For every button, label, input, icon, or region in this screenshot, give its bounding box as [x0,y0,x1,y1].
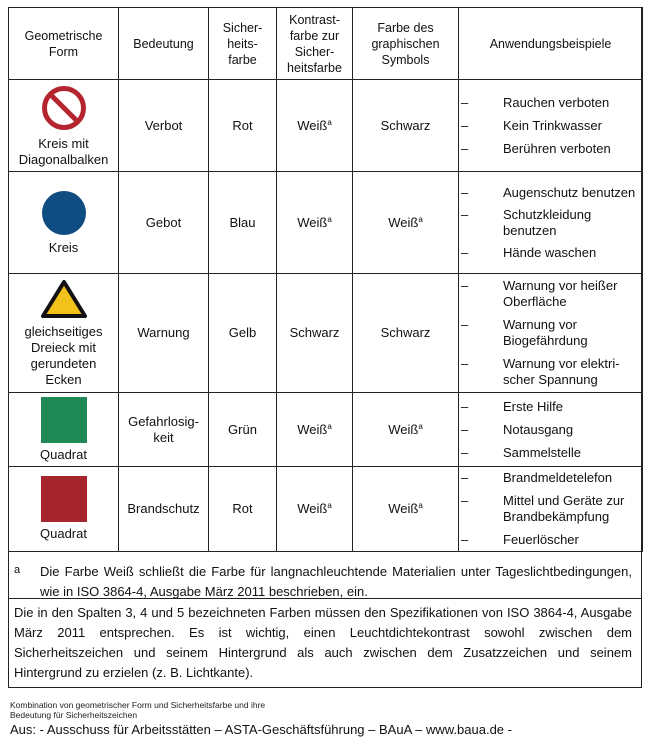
note-divider [8,598,642,599]
footnote-marker: a [327,117,332,127]
list-item: – Feuerlöscher [459,532,636,548]
filled-circle-icon [41,190,87,236]
list-item: – Schutzkleidung benutzen [459,207,636,239]
examples-cell [459,274,643,393]
safety-color-cell: Blau [209,172,277,274]
symbol-color-cell [353,80,459,172]
contrast-color-value: Weiß [297,501,328,516]
symbol-color-value: Schwarz [380,325,431,340]
symbol-color-value: Weiß [388,421,419,437]
caption-line: Kombination von geometrischer Form und Sicherheitsfarbe und ihre [10,700,266,710]
caption-line: Bedeutung für Sicherheitszeichen [10,710,138,720]
safety-color-cell: Rot [209,467,277,552]
form-label: Quadrat [40,526,87,541]
table-row [9,467,643,552]
footnote-marker: a [327,501,332,510]
form-cell [9,80,119,172]
contrast-color-value: Weiß [297,117,328,133]
green-square-icon [41,397,87,443]
prohibition-circle-icon [40,84,88,132]
list-item: – Augenschutz benutzen [459,185,636,201]
meaning-cell: Gefahrlosig-keit [119,393,209,467]
meaning-cell: Brandschutz [119,467,209,552]
footnote-marker: a [418,214,423,224]
meaning-cell: Gebot [119,172,209,274]
contrast-color-value: Weiß [297,214,328,230]
examples-cell [459,172,643,274]
header-safety-color: Sicher-heits-farbe [209,8,277,80]
table-row [9,274,643,393]
table-row [9,172,643,274]
header-row [9,8,643,80]
examples-cell [459,80,643,172]
header-examples: Anwendungsbeispiele [459,8,643,80]
list-item: – Hände waschen [459,245,636,261]
footnote-marker: a [418,421,423,431]
list-item: – Kein Trinkwasser [459,118,636,134]
list-item: – Erste Hilfe [459,399,636,415]
examples-cell [459,393,643,467]
symbol-color-value: Weiß [388,214,419,230]
header-form: Geometrische Form [9,8,119,80]
symbol-color-cell [353,467,459,552]
form-cell [9,274,119,393]
list-item: – Brandmeldetelefon [459,470,636,486]
symbol-color-cell [353,172,459,274]
symbol-color-cell [353,274,459,393]
examples-list [459,470,636,548]
header-contrast-color: Kontrast-farbe zur Sicher-heitsfarbe [277,8,353,80]
safety-color-cell: Grün [209,393,277,467]
examples-cell [459,467,643,552]
contrast-color-cell [277,467,353,552]
contrast-color-cell [277,393,353,467]
meaning-cell: Verbot [119,80,209,172]
color-specification-note: Die in den Spalten 3, 4 und 5 bezeichneten Farben müssen den Spezifikationen von ISO 3864-4, Ausgabe März 2011 entsprechen. Es ist wichtig, einen Leuchtdichtekontrast sowohl zwischen dem Sicherheitszeichen und seinem Hintergrund als auch zwischen dem Zusatzzeichen und seinem Hintergrund zu erzielen (z. B. Lichtkante). [14,605,632,680]
list-item: – Warnung vor Biogefährdung [459,317,636,349]
symbol-color-cell [353,393,459,467]
form-cell [9,467,119,552]
contrast-color-value: Schwarz [289,325,340,340]
footnote-text: Die Farbe Weiß schließt die Farbe für langnachleuchtende Materialien unter Tageslichtbedingungen, wie in ISO 3864-4, Ausgabe März 2011 beschrieben, ein. [40,564,632,599]
form-label: Kreis mit Diagonalbalken [18,135,109,167]
list-item: – Warnung vor elektri-scher Spannung [459,356,636,388]
safety-color-cell: Rot [209,80,277,172]
contrast-color-cell [277,274,353,393]
form-label: Kreis [48,239,79,255]
table-row [9,80,643,172]
list-item: – Sammelstelle [459,445,636,461]
list-item: – Berühren verboten [459,141,636,157]
symbol-color-value: Schwarz [380,117,431,133]
contrast-color-cell [277,172,353,274]
safety-sign-table [8,7,643,552]
examples-list [459,95,636,157]
form-label: gleichseitiges Dreieck mit gerundeten Ecken [24,324,103,387]
examples-list [459,399,636,461]
footnote-mark: a [14,564,21,576]
list-item: – Rauchen verboten [459,95,636,111]
contrast-color-cell [277,80,353,172]
examples-list [459,185,636,261]
meaning-cell: Warnung [119,274,209,393]
red-square-icon [41,476,87,522]
list-item: – Warnung vor heißer Oberfläche [459,278,636,310]
warning-triangle-icon [39,278,89,320]
list-item: – Notausgang [459,422,636,438]
footnote-marker: a [327,214,332,224]
footnote-marker: a [327,421,332,431]
contrast-color-value: Weiß [297,421,328,437]
caption [10,700,265,720]
footnote-a [8,560,642,602]
examples-list [459,278,636,388]
form-cell [9,172,119,274]
header-symbol-color: Farbe des graphischen Symbols [353,8,459,80]
footnote-marker: a [418,501,423,510]
safety-color-cell: Gelb [209,274,277,393]
list-item: – Mittel und Geräte zur Brandbekämpfung [459,493,636,525]
form-cell [9,393,119,467]
symbol-color-value: Weiß [388,501,419,516]
form-label: Quadrat [40,446,87,462]
source-footer: Aus: - Ausschuss für Arbeitsstätten – ASTA-Geschäftsführung – BAuA – www.baua.de - [10,722,512,737]
header-meaning: Bedeutung [119,8,209,80]
table-row [9,393,643,467]
